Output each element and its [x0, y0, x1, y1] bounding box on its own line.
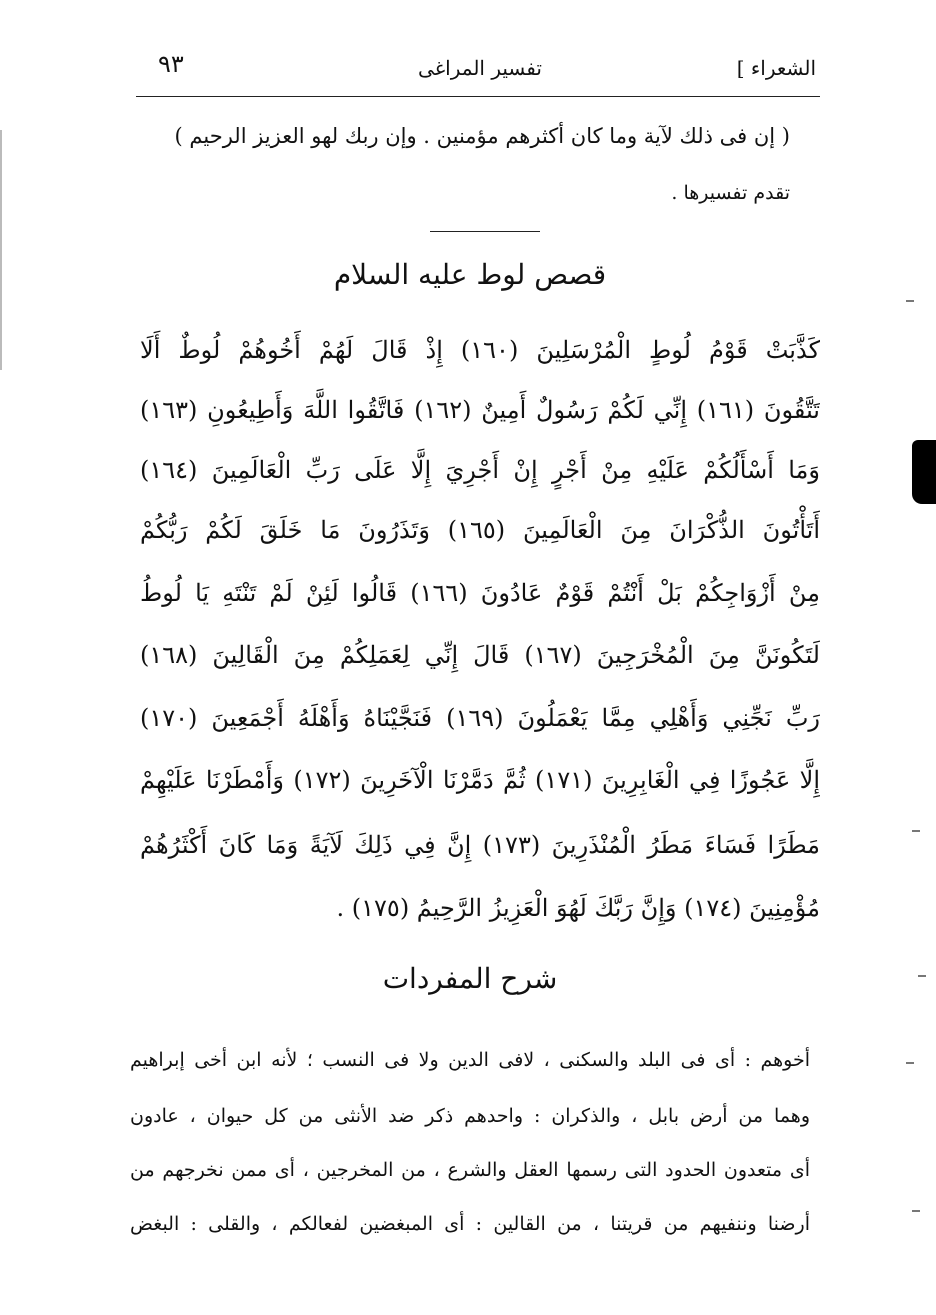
quran-line: تَتَّقُونَ (١٦١) إِنِّي لَكُمْ رَسُولٌ أَمِينٌ (١٦٢) فَاتَّقُوا اللَّهَ وَأَطِيعُونِ (١٦٣) — [140, 396, 820, 424]
gloss-line: أرضنا وننفيهم من قريتنا ، من القالين : أى المبغضين لفعالكم ، والقلى : البغض — [130, 1213, 810, 1235]
quran-line: كَذَّبَتْ قَوْمُ لُوطٍ الْمُرْسَلِينَ (١٦٠) إِذْ قَالَ لَهُمْ أَخُوهُمْ لُوطٌ أَلَا — [140, 336, 820, 364]
running-header — [140, 44, 820, 94]
intro-note: تقدم تفسيرها . — [671, 182, 790, 204]
margin-speck — [912, 830, 920, 832]
quran-line: مِنْ أَزْوَاجِكُمْ بَلْ أَنْتُمْ قَوْمٌ عَادُونَ (١٦٦) قَالُوا لَئِنْ لَمْ تَنْتَهِ يَا لُوطُ — [140, 579, 820, 607]
margin-speck — [912, 1210, 920, 1212]
intro-verse: ( إن فى ذلك لآية وما كان أكثرهم مؤمنين . وإن ربك لهو العزيز الرحيم ) — [174, 124, 790, 148]
quran-line: إِلَّا عَجُوزًا فِي الْغَابِرِينَ (١٧١) ثُمَّ دَمَّرْنَا الْآخَرِينَ (١٧٢) وَأَمْطَرْنَا عَلَيْهِمْ — [140, 766, 820, 794]
header-divider — [136, 96, 820, 97]
quran-line: لَتَكُونَنَّ مِنَ الْمُخْرَجِينَ (١٦٧) قَالَ إِنِّي لِعَمَلِكُمْ مِنَ الْقَالِينَ (١٦٨) — [140, 641, 820, 669]
margin-speck — [918, 975, 926, 977]
quran-line: رَبِّ نَجِّنِي وَأَهْلِي مِمَّا يَعْمَلُونَ (١٦٩) فَنَجَّيْنَاهُ وَأَهْلَهُ أَجْمَعِينَ (١٧٠) — [140, 704, 820, 732]
surah-name: الشعراء ] — [736, 56, 816, 80]
section-separator — [430, 231, 540, 232]
quran-line: مَطَرًا فَسَاءَ مَطَرُ الْمُنْذَرِينَ (١٧٣) إِنَّ فِي ذَلِكَ لَآيَةً وَمَا كَانَ أَكْثَرُهُمْ — [140, 831, 820, 859]
page-number: ٩٣ — [158, 50, 184, 78]
section-title-lot: قصص لوط عليه السلام — [333, 258, 607, 291]
section-title-vocabulary: شرح المفردات — [382, 962, 558, 995]
quran-line: أَتَأْتُونَ الذُّكْرَانَ مِنَ الْعَالَمِينَ (١٦٥) وَتَذَرُونَ مَا خَلَقَ لَكُمْ رَبُّكُمْ — [140, 516, 820, 544]
ink-blot — [912, 440, 936, 504]
margin-speck — [906, 300, 914, 302]
margin-speck — [906, 1062, 914, 1064]
quran-line: وَمَا أَسْأَلُكُمْ عَلَيْهِ مِنْ أَجْرٍ إِنْ أَجْرِيَ إِلَّا عَلَى رَبِّ الْعَالَمِينَ (١٦٤) — [140, 456, 820, 484]
book-title: تفسير المراغى — [418, 56, 542, 80]
scan-edge-shadow — [0, 130, 2, 370]
gloss-line: أخوهم : أى فى البلد والسكنى ، لافى الدين ولا فى النسب ؛ لأنه ابن أخى إبراهيم — [130, 1049, 810, 1071]
gloss-line: أى متعدون الحدود التى رسمها العقل والشرع ، من المخرجين ، أى ممن نخرجهم من — [130, 1159, 810, 1181]
quran-line: مُؤْمِنِينَ (١٧٤) وَإِنَّ رَبَّكَ لَهُوَ الْعَزِيزُ الرَّحِيمُ (١٧٥) . — [336, 894, 820, 922]
gloss-line: وهما من أرض بابل ، والذكران : واحدهم ذكر ضد الأنثى من كل حيوان ، عادون — [130, 1105, 810, 1127]
